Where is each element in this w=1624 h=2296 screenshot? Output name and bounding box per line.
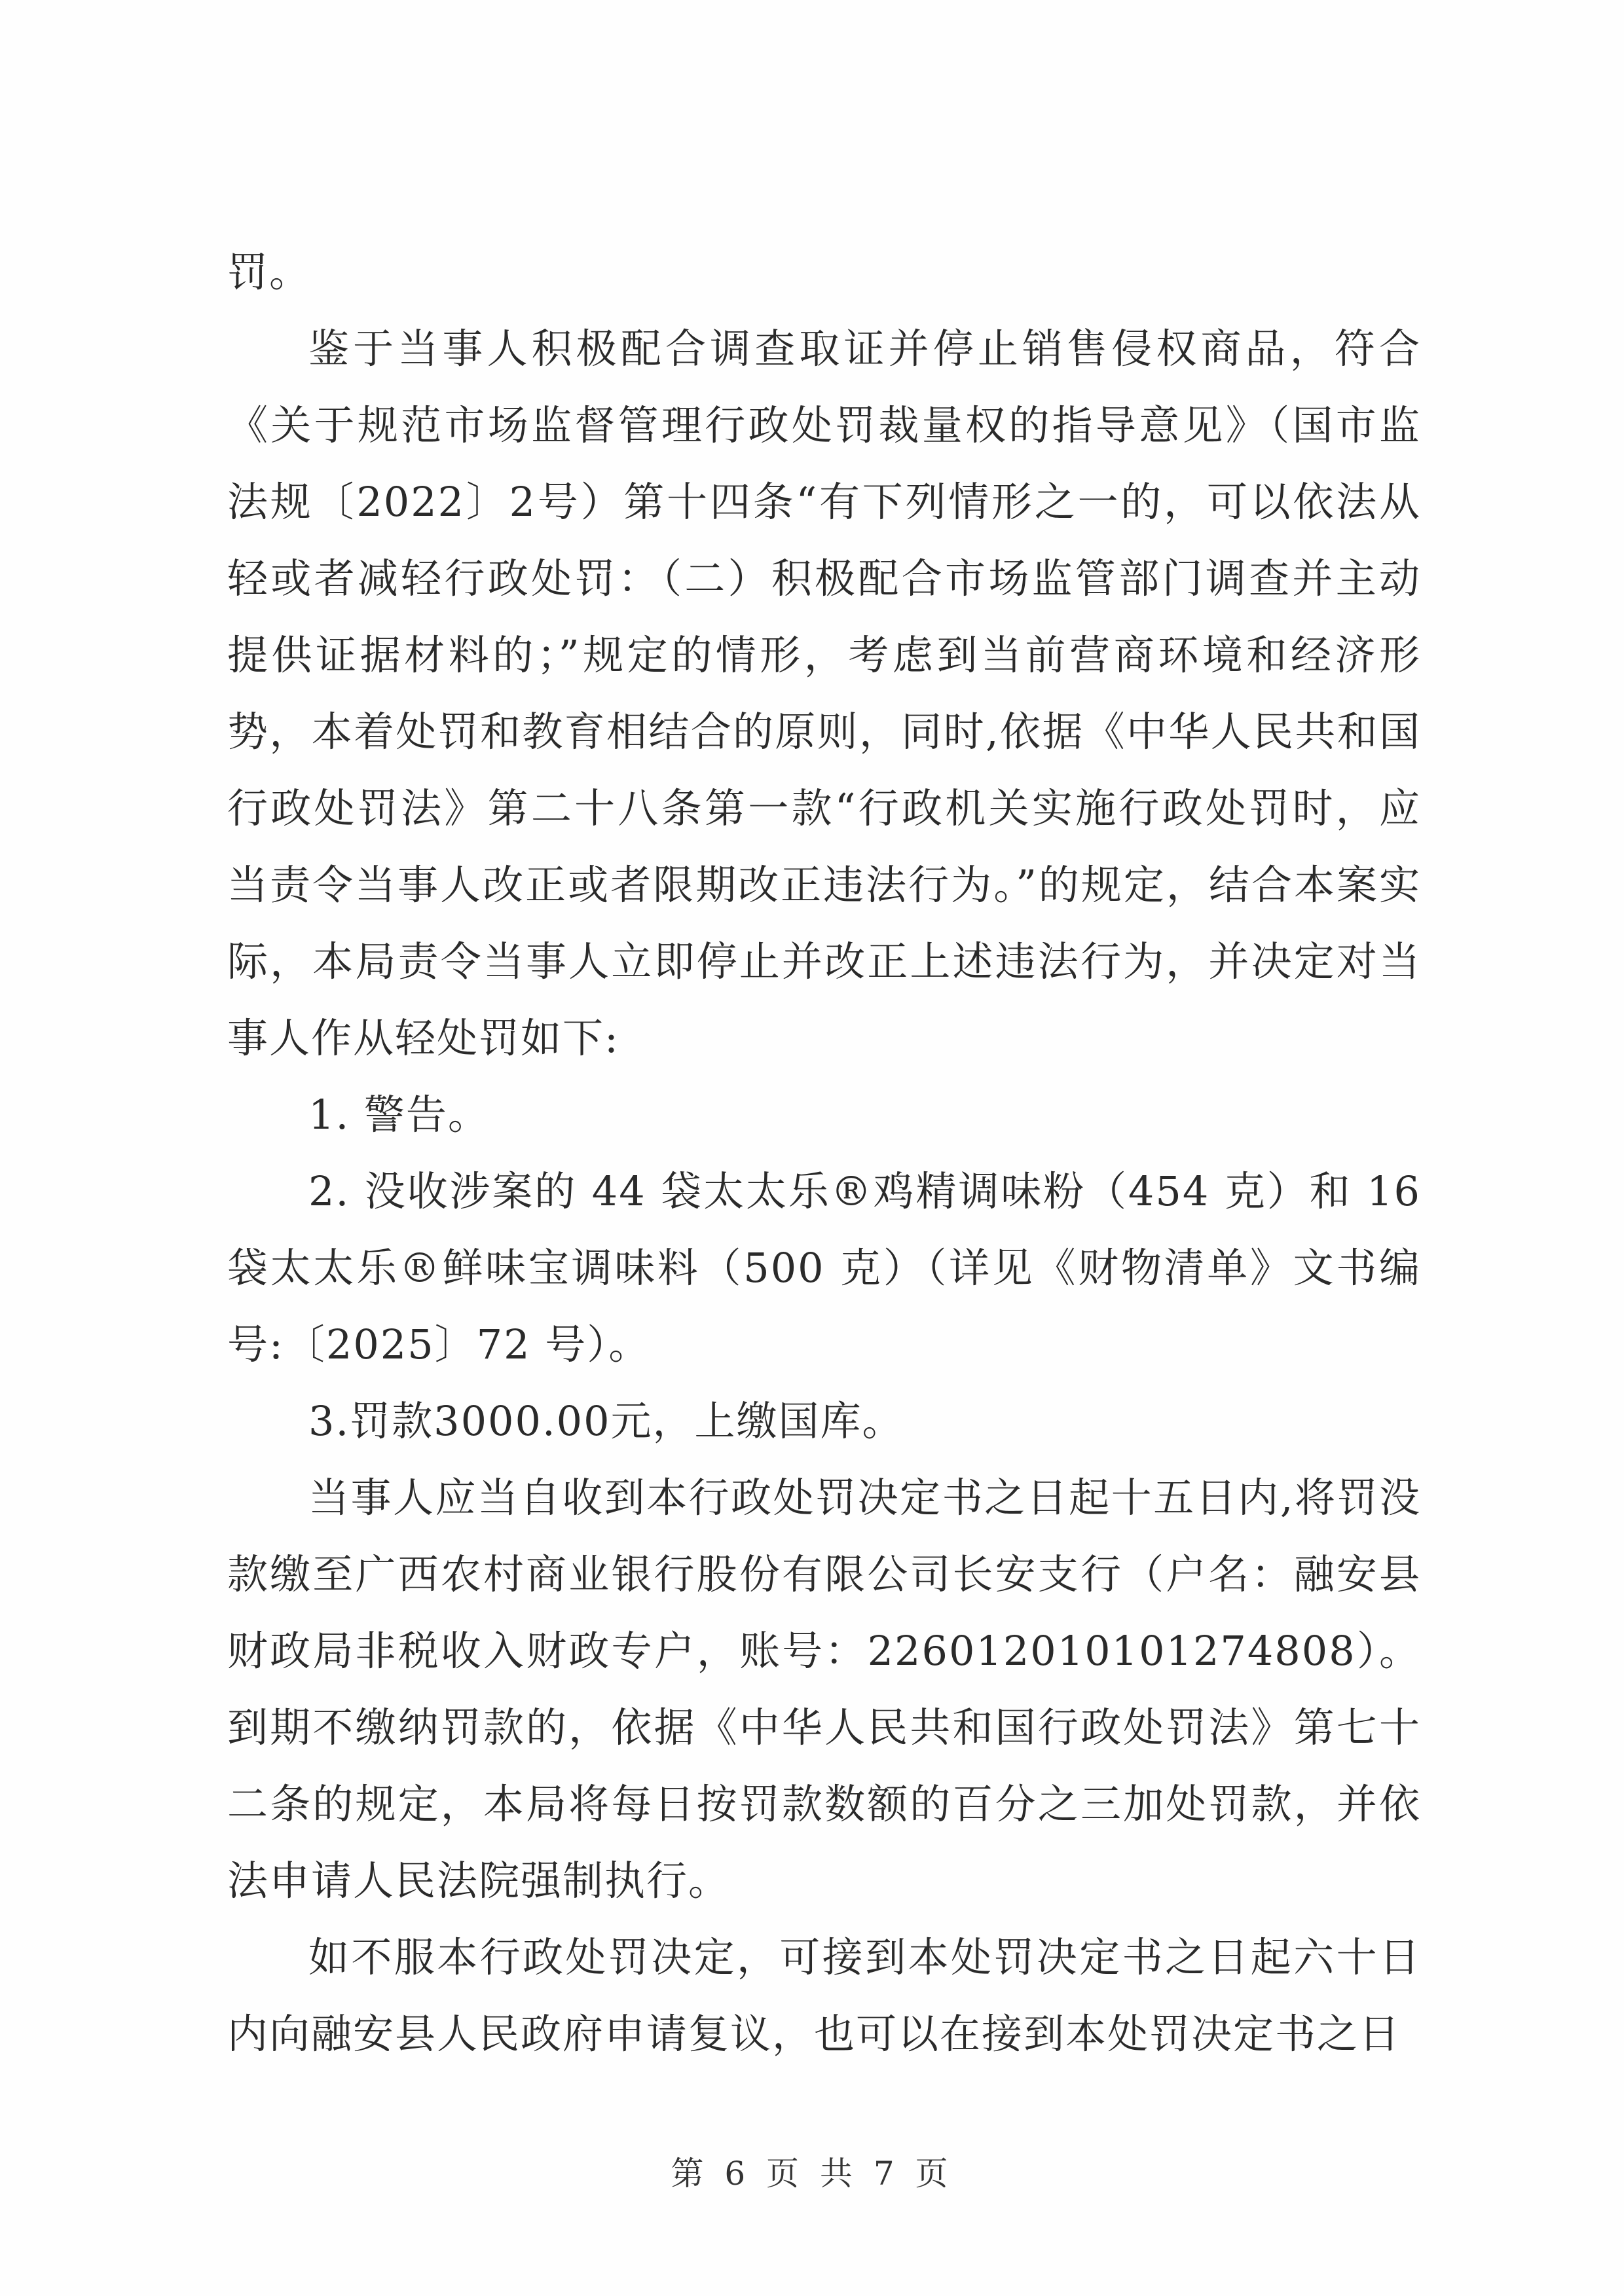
page-number-footer: 第 6 页 共 7 页 [671, 2155, 953, 2193]
penalty-item-warning: 1. 警告。 [308, 1091, 490, 1139]
penalty-item-fine: 3.罚款3000.00元，上缴国库。 [308, 1397, 904, 1445]
paragraph-mitigation-basis: 鉴于当事人积极配合调查取证并停止销售侵权商品，符合《关于规范市场监督管理行政处罚裁量权的指导意见》（国市监法规〔2022〕2号）第十四条“有下列情形之一的，可以依法从轻或者减轻行政处罚：（二）积极配合市场监管部门调查并主动提供证据材料的；”规定的情形，考虑到当前营商环境和经济形势，本着处罚和教育相结合的原则，同时,依据《中华人民共和国行政处罚法》第二十八条第一款“行政机关实施行政处罚时，应当责令当事人改正或者限期改正违法行为。”的规定，结合本案实际，本局责令当事人立即停止并改正上述违法行为，并决定对当事人作从轻处罚如下: [227, 325, 1421, 1062]
document-body [227, 234, 1421, 2072]
paragraph-continuation: 罚。 [227, 248, 312, 296]
paragraph-payment-instructions: 当事人应当自收到本行政处罚决定书之日起十五日内,将罚没款缴至广西农村商业银行股份有限公司长安支行（户名：融安县财政局非税收入财政专户，账号：226012010101274808）。到期不缴纳罚款的，依据《中华人民共和国行政处罚法》第七十二条的规定，本局将每日按罚款数额的百分之三加处罚款，并依法申请人民法院强制执行。 [227, 1474, 1421, 1904]
penalty-item-confiscation: 2. 没收涉案的 44 袋太太乐®鸡精调味粉（454 克）和 16 袋太太乐®鲜味宝调味料（500 克）（详见《财物清单》文书编号:〔2025〕72 号）。 [227, 1167, 1421, 1368]
paragraph-appeal-rights: 如不服本行政处罚决定，可接到本处罚决定书之日起六十日内向融安县人民政府申请复议，也可以在接到本处罚决定书之日 [227, 1933, 1421, 2058]
